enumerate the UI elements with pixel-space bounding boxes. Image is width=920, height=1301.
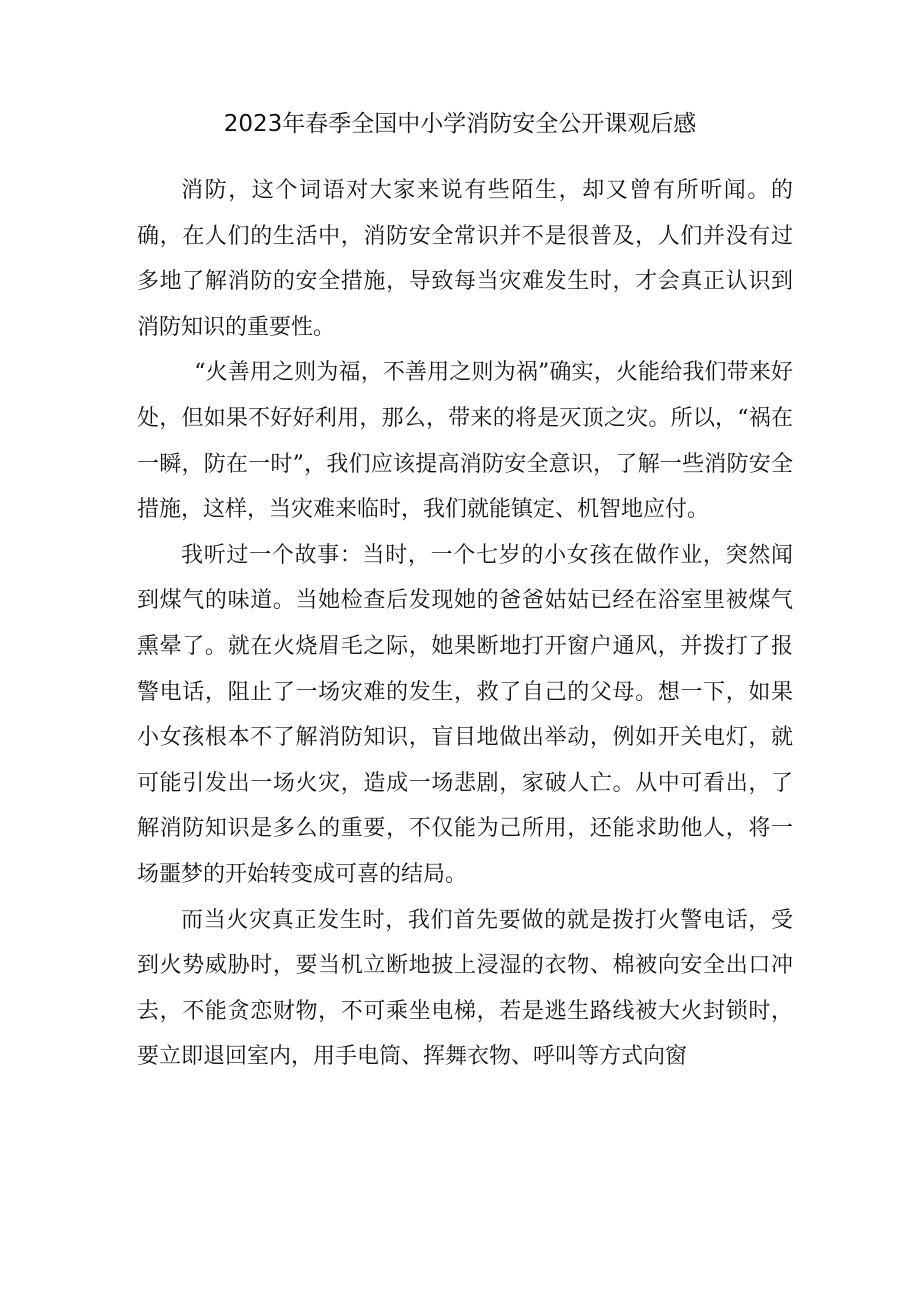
- document-body: [137, 168, 793, 1080]
- paragraph-1: 消防，这个词语对大家来说有些陌生，却又曾有所听闻。的确，在人们的生活中，消防安全常识并不是很普及，人们并没有过多地了解消防的安全措施，导致每当灾难发生时，才会真正认识到消防知识的重要性。: [137, 178, 793, 340]
- paragraph-2: “火善用之则为福，不善用之则为祸”确实，火能给我们带来好处，但如果不好好利用，那么，带来的将是灭顶之灾。所以，“祸在一瞬，防在一时”，我们应该提高消防安全意识，了解一些消防安全措施，这样，当灾难来临时，我们就能镇定、机智地应付。: [137, 360, 793, 523]
- document-title: 2023年春季全国中小学消防安全公开课观后感: [223, 111, 697, 137]
- paragraph-4: 而当火灾真正发生时，我们首先要做的就是拨打火警电话，受到火势威胁时，要当机立断地披上浸湿的衣物、棉被向安全出口冲去，不能贪恋财物，不可乘坐电梯，若是逃生路线被大火封锁时，要立即退回室内，用手电筒、挥舞衣物、呼叫等方式向窗: [137, 907, 793, 1070]
- paragraph-3: 我听过一个故事：当时，一个七岁的小女孩在做作业，突然闻到煤气的味道。当她检查后发现她的爸爸姑姑已经在浴室里被煤气熏晕了。就在火烧眉毛之际，她果断地打开窗户通风，并拨打了报警电话，阻止了一场灾难的发生，救了自己的父母。想一下，如果小女孩根本不了解消防知识，盲目地做出举动，例如开关电灯，就可能引发出一场火灾，造成一场悲剧，家破人亡。从中可看出，了解消防知识是多么的重要，不仅能为己所用，还能求助他人，将一场噩梦的开始转变成可喜的结局。: [137, 542, 793, 887]
